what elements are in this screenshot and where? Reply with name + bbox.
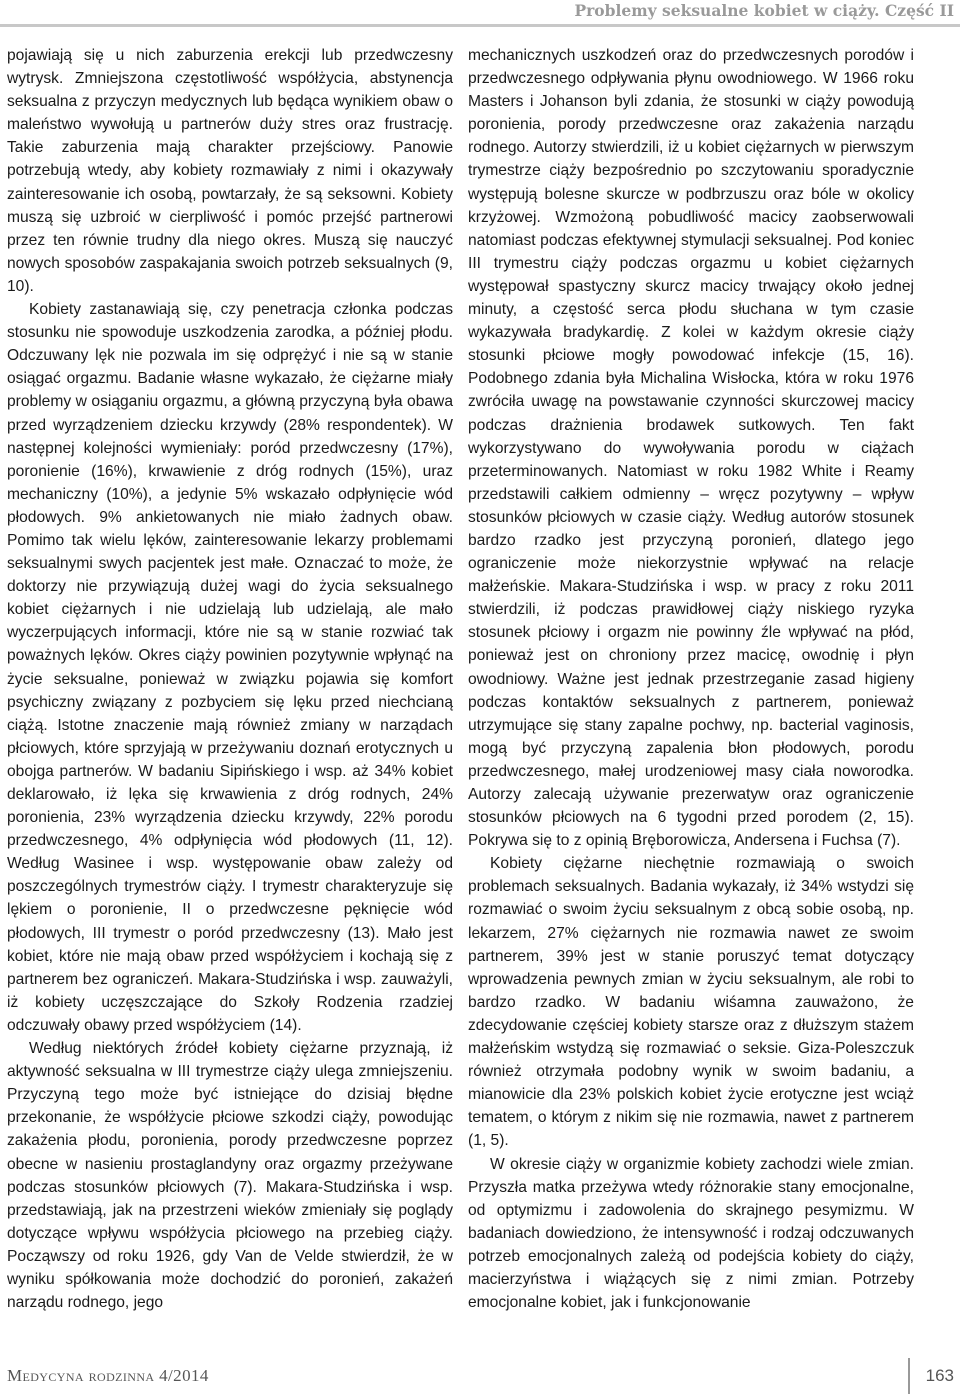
left-column [7,44,453,1314]
journal-footer: Medycyna rodzinna 4/2014 [7,1366,209,1385]
running-header: Problemy seksualne kobiet w ciąży. Część II [574,1,954,20]
right-column [468,44,914,1314]
paragraph: pojawiają się u nich zaburzenia erekcji lub przedwczesny wytrysk. Zmniejszona częstotliwość współżycia, abstynencja seksualna z przyczyn medycznych lub będąca wynikiem obaw o maleństwo wywołują u partnerów duży stres oraz frustrację. Takie zaburzenia mają charakter przejściowy. Panowie potrzebują wtedy, aby kobiety rozmawiały z nimi i okazywały zainteresowanie ich osobą, powtarzały, że są seksowni. Kobiety muszą się uzbroić w cierpliwość i pomóc przejść partnerowi przez ten równie trudny dla niego okres. Muszą się nauczyć nowych sposobów zaspakajania swoich potrzeb seksualnych (9, 10). [7,47,453,295]
paragraph: mechanicznych uszkodzeń oraz do przedwczesnych porodów i przedwczesnego odpływania płynu owodniowego. W 1966 roku Masters i Johanson byli zdania, że stosunki w ciąży powodują poronienia, porody przedwczesne oraz zakażenia narządu rodnego. Autorzy stwierdzili, iż u kobiet ciężarnych w pierwszym trymestrze ciąży bezpośrednio po szczytowaniu sporadycznie występują bolesne skurcze w podbrzuszu oraz bóle w okolicy krzyżowej. Wzmożoną pobudliwość macicy zaobserwowali natomiast podczas efektywnej stymulacji seksualnej. Pod koniec III trymestru ciąży podczas orgazmu u kobiet ciężarnych występował spastyczny skurcz macicy trwający około jednej minuty, a częstość serca płodu słuchana w tym czasie wykazywała bradykardię. Z kolei w każdym okresie ciąży stosunki płciowe mogły powodować infekcje (15, 16). Podobnego zdania była Michalina Wisłocka, która w roku 1976 zwróciła uwagę na powstawanie czynności skurczowej macicy podczas drażnienia brodawek sutkowych. Ten fakt wykorzystywano do wywoływania porodu w ciążach przeterminowanych. Natomiast w roku 1982 White i Reamy przedstawili całkiem odmienny – wręcz pozytywny – wpływ stosunków płciowych w czasie ciąży. Według autorów stosunek bardzo rzadko jest przyczyną poronień, dlatego jego ograniczenie może niekorzystnie wpływać na relacje małżeńskie. Makara-Studzińska i wsp. w pracy z roku 2011 stwierdzili, iż podczas prawidłowej ciąży niskiego ryzyka stosunek płciowy i orgazm nie powinny źle wpływać na płód, ponieważ jest on chroniony przez macicę, owodnię i płyn owodniowy. Ważne jest jednak przestrzeganie zasad higieny podczas kontaktów seksualnych z partnerem, ponieważ utrzymujące się stany zapalne pochwy, np. bacterial vaginosis, mogą być przyczyną zapalenia błon płodowych, porodu przedwczesnego, małej urodzeniowej masy ciała noworodka. Autorzy zalecają używanie prezerwatyw oraz ograniczenie stosunków płciowych na 6 tygodni przed porodem (2, 15). Pokrywa się to z opinią Bręborowicza, Andersena i Fuchsa (7). [468,47,914,850]
page-number: 163 [925,1366,954,1385]
paragraph: W okresie ciąży w organizmie kobiety zachodzi wiele zmian. Przyszła matka przeżywa wtedy różnorakie stany emocjonalne, od optymizmu i zadowolenia do skrajnego pesymizmu. W badaniach dowiedziono, że intensywność i rodzaj odczuwanych potrzeb emocjonalnych zależą od podejścia kobiety do ciąży, macierzyństwa i wiążących się z nimi zmian. Potrzeby emocjonalne kobiet, jak i funkcjonowanie [468,1155,914,1312]
footer-divider [908,1358,910,1394]
paragraph: Kobiety ciężarne niechętnie rozmawiają o swoich problemach seksualnych. Badania wykazały, iż 34% wstydzi się rozmawiać o swoim życiu seksualnym z obcą sobie osobą, np. lekarzem, 27% ciężarnych nie rozmawia nawet ze swoim partnerem, 39% jest w stanie poruszyć temat dotyczący wprowadzenia pewnych zmian w życiu seksualnym, ale robi to bardzo rzadko. W badaniu wiśamna zauważono, że zdecydowanie częściej kobiety starsze oraz z dłuższym stażem małżeńskim wstydzą się rozmawiać o seksie. Giza-Poleszczuk również otrzymała podobny wynik w swoim badaniu, a mianowicie dla 23% polskich kobiet życie erotyczne jest wciąż tematem, o którym z nikim się nie rozmawia, nawet z partnerem (1, 5). [468,855,914,1150]
header-divider [0,24,960,27]
paragraph: Według niektórych źródeł kobiety ciężarne przyznają, iż aktywność seksualna w III trymestrze ciąży ulega zmniejszeniu. Przyczyną tego może być istniejące do dzisiaj błędne przekonanie, że współżycie płciowe szkodzi ciąży, powodując zakażenia płodu, poronienia, porody przedwczesne poprzez obecne w nasieniu prostaglandyny oraz orgazmy przeżywane podczas stosunków płciowych (7). Makara-Studzińska i wsp. przedstawiają, jak na przestrzeni wieków zmieniały się poglądy dotyczące wpływu współżycia płciowego na przebieg ciąży. Począwszy od roku 1926, gdy Van de Velde stwierdził, że w wyniku spółkowania może dochodzić do poronień, zakażeń narządu rodnego, jego [7,1040,453,1312]
paragraph: Kobiety zastanawiają się, czy penetracja członka podczas stosunku nie spowoduje uszkodzenia zarodka, a później płodu. Odczuwany lęk nie pozwala im się odprężyć i nie są w stanie osiągać orgazmu. Badanie własne wykazało, że ciężarne miały problemy w osiąganiu orgazmu, a główną przyczyną była obawa przed wyrządzeniem dziecku krzywdy (28% respondentek). W następnej kolejności wymieniały: poród przedwczesny (17%), poronienie (16%), krwawienie z dróg rodnych (15%), uraz mechaniczny (10%), a jedynie 5% wskazało odpłynięcie wód płodowych. 9% ankietowanych nie miało żadnych obaw. Pomimo tak wielu lęków, zainteresowanie lekarzy problemami seksualnymi swych pacjentek jest małe. Oznaczać to może, że doktorzy nie przywiązują dużej wagi do życia seksualnego kobiet ciężarnych i nie udzielają lub udzielają, ale mało wyczerpujących informacji, które nie są w stanie rozwiać tak poważnych lęków. Okres ciąży powinien pozytywnie wpłynąć na życie seksualne, ponieważ w związku pojawia się komfort psychiczny związany z pozbyciem się lęku przed niechcianą ciążą. Istotne znaczenie mają również zmiany w narządach płciowych, które sprzyjają w przeżywaniu doznań erotycznych u obojga partnerów. W badaniu Sipińskiego i wsp. aż 34% kobiet deklarowało, iż lęka się krwawienia z dróg rodnych, 24% poronienia, 23% wyrządzenia dziecku krzywdy, 22% porodu przedwczesnego, 4% odpłynięcia wód płodowych (11, 12). Według Wasinee i wsp. występowanie obaw zależy od poszczególnych trymestrów ciąży. I trymestr charakteryzuje się lękiem o poronienie, II o przedwczesne pęknięcie wód płodowych, III trymestr o poród przedwczesny (13). Mało jest kobiet, które nie mają obaw przed współżyciem i kochają się z partnerem bez ograniczeń. Makara-Studzińska i wsp. zauważyli, iż kobiety uczęszczające do Szkoły Rodzenia rzadziej odczuwały obawy przed współżyciem (14). [7,301,453,1034]
